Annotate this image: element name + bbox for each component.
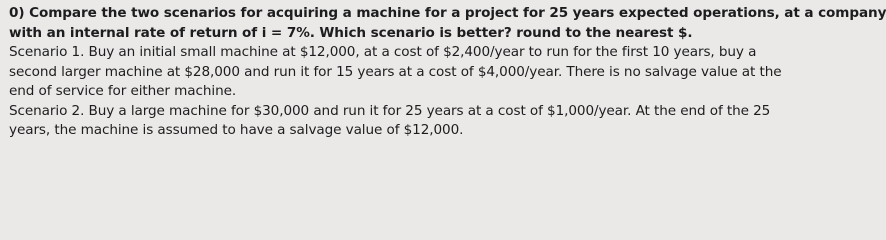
scenario-2-line-1: Scenario 2. Buy a large machine for $30,000 and run it for 25 years at a cost of $1,000/year. At the end of the 25 xyxy=(9,102,771,119)
problem-line-2: with an internal rate of return of i = 7%. Which scenario is better? round to the nearest $. xyxy=(9,24,693,41)
scenario-2-line-2: years, the machine is assumed to have a salvage value of $12,000. xyxy=(9,122,464,138)
scenario-1-line-2: second larger machine at $28,000 and run it for 15 years at a cost of $4,000/year. There is no salvage value at the xyxy=(9,63,782,80)
scenario-1-line-3: end of service for either machine. xyxy=(9,83,237,99)
problem-line-1: 0) Compare the two scenarios for acquiring a machine for a project for 25 years expected operations, at a company xyxy=(9,5,886,21)
scenario-1-line-1: Scenario 1. Buy an initial small machine at $12,000, at a cost of $2,400/year to run for the first 10 years, buy a xyxy=(9,44,757,60)
